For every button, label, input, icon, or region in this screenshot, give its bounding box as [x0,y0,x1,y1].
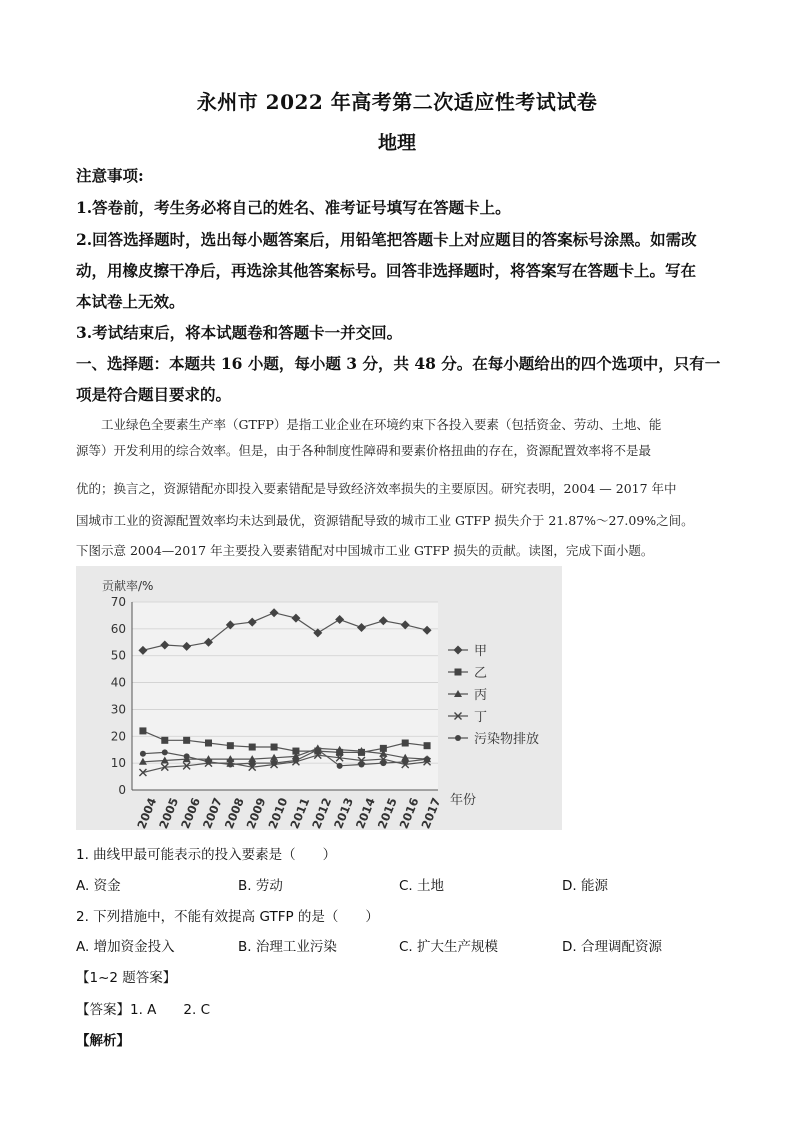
legend-label: 丁 [474,710,488,725]
x-axis-label: 年份 [450,793,477,808]
legend-item [448,731,539,747]
option-b[interactable]: B. 治理工业污染 [238,939,337,955]
option-b[interactable]: B. 劳动 [238,878,283,894]
data-point [424,756,430,762]
x-tick-label: 2010 [265,795,291,830]
data-point [271,744,278,751]
data-point [206,759,212,765]
y-tick-label: 40 [110,675,126,690]
data-point [183,737,190,744]
x-tick-label: 2016 [396,795,422,830]
option-c[interactable]: C. 扩大生产规模 [399,939,499,955]
legend-item [448,710,487,725]
data-point [271,760,277,766]
question-stem: 1. 曲线甲最可能表示的投入要素是（ ） [76,847,337,863]
legend-marker [455,669,462,676]
notice-heading: 注意事项: [76,166,144,185]
x-tick-label: 2004 [134,795,160,830]
notice-line: 1.答卷前，考生务必将自己的姓名、准考证号填写在答题卡上。 [76,198,511,217]
option-a[interactable]: A. 增加资金投入 [76,939,175,955]
data-point [424,742,431,749]
data-point [227,761,233,767]
x-tick-label: 2005 [156,795,182,830]
chart-figure [76,566,562,830]
x-tick-label: 2014 [352,795,378,830]
analysis-label: 【解析】 [76,1033,130,1049]
data-point [293,757,299,763]
notice-line: 2.回答选择题时，选出每小题答案后，用铅笔把答题卡上对应题目的答案标号涂黑。如需改 [76,230,697,249]
notice-line: 3.考试结束后，将本试题卷和答题卡一并交回。 [76,323,403,342]
legend-marker [454,646,463,655]
passage-line: 国城市工业的资源配置效率均未达到最优，资源错配导致的城市工业 GTFP 损失介于 21.87%～27.09%之间。 [76,513,694,528]
subject-title: 地理 [377,132,416,154]
data-point [249,744,256,751]
notice-line: 本试卷上无效。 [76,292,185,311]
y-axis-label: 贡献率/% [102,579,154,593]
y-tick-label: 0 [118,783,126,797]
x-tick-label: 2009 [243,795,269,830]
passage-line: 优的；换言之，资源错配亦即投入要素错配是导致经济效率损失的主要原因。研究表明，2004 — 2017 年中 [76,481,677,496]
data-point [139,727,146,734]
line-chart [76,566,562,830]
x-tick-label: 2011 [287,795,313,830]
data-point [315,747,321,753]
legend-marker [455,735,461,741]
data-point [140,751,146,757]
y-tick-label: 10 [110,756,126,771]
y-tick-label: 70 [110,595,126,609]
legend-label: 污染物排放 [474,732,540,747]
legend-label: 甲 [474,644,488,659]
answer-group-label: 【1~2 题答案】 [76,970,177,986]
data-point [249,760,255,766]
x-tick-label: 2006 [178,795,204,830]
notice-line: 动，用橡皮擦干净后，再选涂其他答案标号。回答非选择题时，将答案写在答题卡上。写在 [76,261,697,280]
passage-line: 下图示意 2004—2017 年主要投入要素错配对中国城市工业 GTFP 损失的贡献。读图，完成下面小题。 [76,543,654,558]
x-tick-label: 2008 [221,795,247,830]
y-tick-label: 60 [110,621,126,636]
y-tick-label: 20 [110,729,126,744]
y-tick-label: 50 [110,648,126,663]
data-point [359,761,365,767]
question-stem: 2. 下列措施中，不能有效提高 GTFP 的是（ ） [76,909,379,925]
section-heading: 一、选择题：本题共 16 小题，每小题 3 分，共 48 分。在每小题给出的四个选项中，只有一 [76,354,721,373]
option-c[interactable]: C. 土地 [399,878,445,894]
option-d[interactable]: D. 能源 [562,878,608,894]
passage-line: 工业绿色全要素生产率（GTFP）是指工业企业在环境约束下各投入要素（包括资金、劳动、土地、能 [76,417,662,432]
data-point [205,740,212,747]
passage-line: 源等）开发利用的综合效率。但是，由于各种制度性障碍和要素价格扭曲的存在，资源配置效率将不是最 [76,443,652,458]
section-heading: 项是符合题目要求的。 [76,385,232,404]
option-d[interactable]: D. 合理调配资源 [562,939,662,955]
answer-line: 【答案】1. A 2. C [76,1002,211,1018]
legend-item [448,644,487,659]
data-point [337,763,343,769]
data-point [402,759,408,765]
data-point [161,737,168,744]
data-point [402,740,409,747]
x-tick-label: 2012 [309,795,335,830]
x-tick-label: 2013 [331,795,357,830]
legend-item [448,666,487,681]
legend-label: 丙 [474,688,488,703]
data-point [380,760,386,766]
data-point [162,749,168,755]
option-a[interactable]: A. 资金 [76,878,121,894]
legend-item [448,688,487,703]
legend-label: 乙 [474,666,488,681]
x-tick-label: 2007 [199,795,225,830]
y-tick-label: 30 [110,702,126,717]
data-point [227,742,234,749]
data-point [184,753,190,759]
page-title: 永州市 2022 年高考第二次适应性考试试卷 [196,90,598,114]
x-tick-label: 2017 [418,795,444,830]
x-tick-label: 2015 [374,795,400,830]
